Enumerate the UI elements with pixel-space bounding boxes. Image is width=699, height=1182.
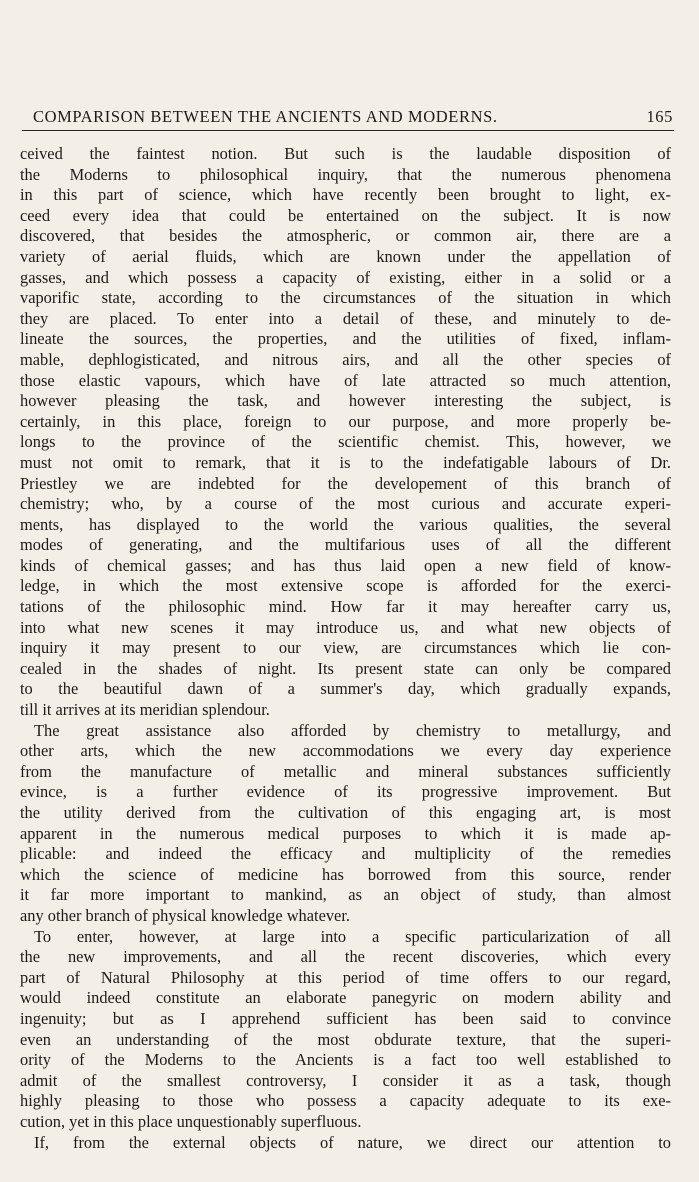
text-line: If, from the external objects of nature, we direct our attention to: [34, 1132, 671, 1152]
text-line: The great assistance also afforded by chemistry to metallurgy, and: [34, 720, 671, 740]
text-line: lineate the sources, the properties, and the utilities of fixed, inflam-: [20, 329, 671, 349]
text-line: in this part of science, which have recently been brought to light, ex-: [20, 185, 671, 205]
text-line: plicable: and indeed the efficacy and multiplicity of the remedies: [20, 844, 671, 864]
text-line: mable, dephlogisticated, and nitrous airs, and all the other species of: [20, 349, 671, 369]
text-line: admit of the smallest controversy, I consider it as a task, though: [20, 1070, 671, 1090]
text-line: the utility derived from the cultivation of this engaging art, is most: [20, 803, 671, 822]
text-line: even an understanding of the most obdurate texture, that the superi-: [20, 1029, 671, 1049]
text-line: evince, is a further evidence of its progressive improvement. But: [20, 782, 671, 802]
text-line: which the science of medicine has borrowed from this source, render: [20, 864, 671, 884]
text-line: to the beautiful dawn of a summer's day, which gradually expands,: [20, 679, 671, 699]
text-line: part of Natural Philosophy at this period of time offers to our regard,: [20, 967, 671, 987]
text-line: highly pleasing to those who possess a capacity adequate to its exe-: [20, 1091, 671, 1111]
text-line: discovered, that besides the atmospheric, or common air, there are a: [20, 226, 671, 246]
text-line: cution, yet in this place unquestionably superfluous.: [20, 1111, 362, 1131]
text-line: longs to the province of the scientific chemist. This, however, we: [20, 432, 671, 452]
text-line: would indeed constitute an elaborate panegyric on modern ability and: [20, 988, 671, 1008]
text-line: apparent in the numerous medical purposes to which it is made ap-: [20, 823, 671, 843]
text-line: those elastic vapours, which have of late attracted so much attention,: [20, 370, 671, 390]
text-line: chemistry; who, by a course of the most curious and accurate experi-: [20, 494, 671, 514]
text-line: cealed in the shades of night. Its present state can only be compared: [20, 658, 671, 678]
text-line: the Moderns to philosophical inquiry, that the numerous phenomena: [20, 164, 671, 184]
text-line: Priestley we are indebted for the developement of this branch of: [20, 473, 671, 493]
header-rule: [22, 130, 674, 131]
text-line: modes of generating, and the multifarious uses of all the different: [20, 535, 671, 555]
text-line: vaporific state, according to the circumstances of the situation in which: [20, 288, 671, 308]
text-line: they are placed. To enter into a detail of these, and minutely to de-: [20, 308, 671, 328]
text-line: ingenuity; but as I apprehend sufficient has been said to convince: [20, 1008, 671, 1028]
running-title: COMPARISON BETWEEN THE ANCIENTS AND MODERNS.: [33, 107, 498, 126]
text-line: other arts, which the new accommodations we every day experience: [20, 741, 671, 761]
text-line: however pleasing the task, and however interesting the subject, is: [20, 391, 671, 411]
text-line: into what new scenes it may introduce us, and what new objects of: [20, 617, 671, 637]
text-line: ceived the faintest notion. But such is the laudable disposition of: [20, 144, 671, 163]
text-line: ledge, in which the most extensive scope is afforded for the exerci-: [20, 576, 671, 596]
body-text: [20, 144, 671, 1153]
text-line: ments, has displayed to the world the various qualities, the several: [20, 514, 671, 534]
text-line: ceed every idea that could be entertained on the subject. It is now: [20, 205, 671, 225]
page-number: 165: [646, 107, 673, 126]
text-line: must not omit to remark, that it is to the indefatigable labours of Dr.: [20, 452, 671, 472]
text-line: the new improvements, and all the recent discoveries, which every: [20, 947, 671, 967]
text-line: gasses, and which possess a capacity of existing, either in a solid or a: [20, 267, 671, 287]
text-line: from the manufacture of metallic and mineral substances sufficiently: [20, 761, 671, 781]
text-line: kinds of chemical gasses; and has thus laid open a new field of know-: [20, 555, 671, 575]
text-line: To enter, however, at large into a specific particularization of all: [34, 926, 671, 946]
running-header: [33, 107, 673, 127]
text-line: inquiry it may present to our view, are circumstances which lie con-: [20, 638, 671, 658]
text-line: till it arrives at its meridian splendour.: [20, 700, 270, 720]
text-line: variety of aerial fluids, which are known under the appellation of: [20, 246, 671, 266]
text-line: it far more important to mankind, as an object of study, than almost: [20, 885, 671, 905]
text-line: certainly, in this place, foreign to our purpose, and more properly be-: [20, 411, 671, 431]
text-line: ority of the Moderns to the Ancients is a fact too well established to: [20, 1050, 671, 1070]
text-line: any other branch of physical knowledge whatever.: [20, 905, 350, 925]
text-line: tations of the philosophic mind. How far it may hereafter carry us,: [20, 597, 671, 617]
